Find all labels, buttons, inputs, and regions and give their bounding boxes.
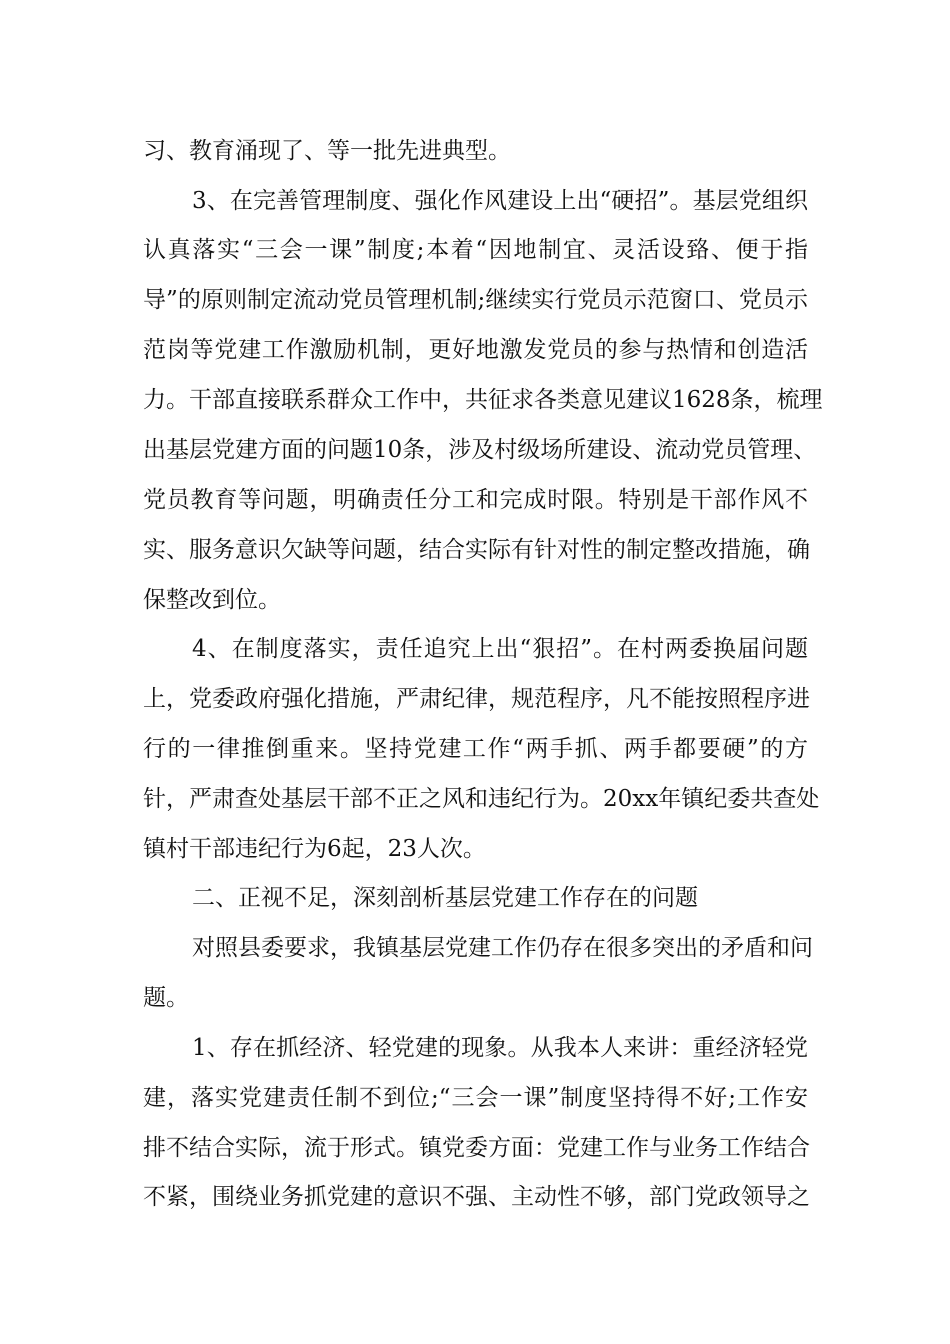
text-line: 实、服务意识欠缺等问题，结合实际有针对性的制定整改措施，确 <box>143 537 810 563</box>
text-line: 行的一律推倒重来。坚持党建工作“两手抓、两手都要硬”的方 <box>143 736 808 762</box>
text-line: 党员教育等问题，明确责任分工和完成时限。特别是干部作风不 <box>143 487 808 513</box>
text-line: 习、教育涌现了、等一批先进典型。 <box>143 138 511 164</box>
text-line: 力。干部直接联系群众工作中，共征求各类意见建议1628条，梳理 <box>143 387 823 413</box>
text-line: 认真落实“三会一课”制度;本着“因地制宜、灵活设臵、便于指 <box>143 237 808 263</box>
text-line: 镇村干部违纪行为6起，23人次。 <box>143 836 486 862</box>
text-line: 建，落实党建责任制不到位;“三会一课”制度坚持得不好;工作安 <box>143 1085 808 1111</box>
paragraph-heading-line: 4、在制度落实，责任追究上出“狠招”。在村两委换届问题 <box>192 636 808 662</box>
paragraph-heading-line: 1、存在抓经济、轻党建的现象。从我本人来讲：重经济轻党 <box>192 1035 808 1061</box>
section-heading: 二、正视不足，深刻剖析基层党建工作存在的问题 <box>192 885 698 911</box>
text-line: 排不结合实际，流于形式。镇党委方面：党建工作与业务工作结合 <box>143 1135 810 1161</box>
paragraph-line: 对照县委要求，我镇基层党建工作仍存在很多突出的矛盾和问 <box>192 935 813 961</box>
paragraph-heading-line: 3、在完善管理制度、强化作风建设上出“硬招”。基层党组织 <box>192 188 808 214</box>
text-line: 出基层党建方面的问题10条，涉及村级场所建设、流动党员管理、 <box>143 437 817 463</box>
text-line: 针，严肃查处基层干部不正之风和违纪行为。20xx年镇纪委共查处 <box>143 786 820 812</box>
text-line: 上，党委政府强化措施，严肃纪律，规范程序，凡不能按照程序进 <box>143 686 810 712</box>
text-line: 范岗等党建工作激励机制，更好地激发党员的参与热情和创造活 <box>143 337 808 363</box>
text-line: 导”的原则制定流动党员管理机制;继续实行党员示范窗口、党员示 <box>143 287 808 313</box>
text-line: 题。 <box>143 985 189 1011</box>
text-line: 不紧，围绕业务抓党建的意识不强、主动性不够，部门党政领导之 <box>143 1184 810 1210</box>
text-line: 保整改到位。 <box>143 587 281 613</box>
